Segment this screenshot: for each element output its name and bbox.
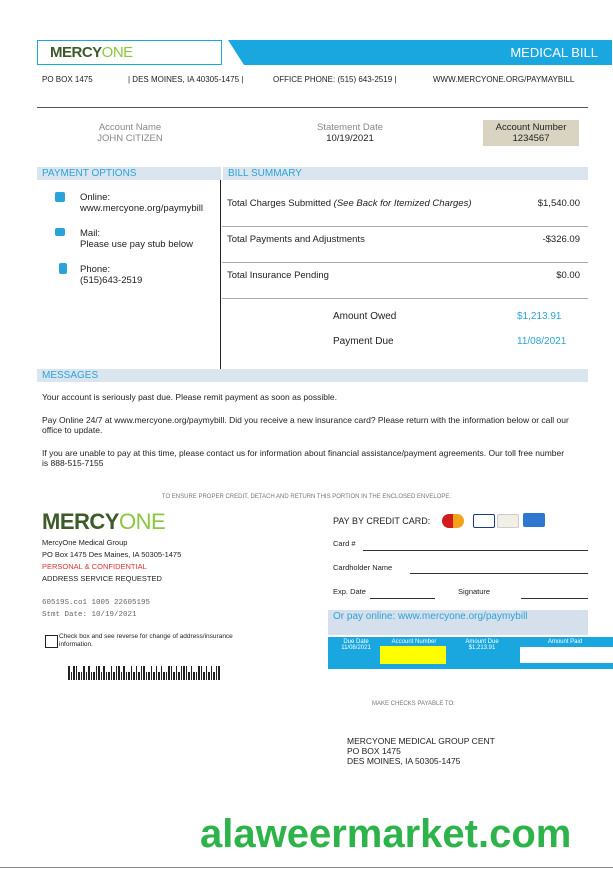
payment-options-header: PAYMENT OPTIONS: [37, 167, 221, 180]
statement-date: Statement Date 10/19/2021: [316, 122, 383, 144]
city: | DES MOINES, IA 40305-1475 |: [128, 75, 244, 84]
bill-summary-header: BILL SUMMARY: [223, 167, 588, 180]
barcode-bar: [161, 666, 163, 680]
barcode-bar: [196, 672, 198, 680]
barcode-bar: [181, 666, 183, 680]
barcode-bar: [81, 672, 83, 680]
divider: [37, 107, 588, 108]
barcode-bar: [168, 666, 170, 680]
logo-box: [37, 40, 222, 65]
barcode-bar: [106, 672, 108, 680]
barcode-bar: [176, 666, 178, 680]
due-date: Due Date 11/08/2021: [341, 639, 371, 651]
barcode-bar: [108, 672, 110, 680]
barcode-bar: [151, 666, 153, 680]
barcode-bar: [178, 672, 180, 680]
barcode-bar: [143, 666, 145, 680]
barcode-bar: [156, 666, 158, 680]
cardholder-field[interactable]: [410, 573, 588, 574]
barcode-bar: [113, 672, 115, 680]
account-number-label: Account Number: [391, 639, 437, 645]
barcode-bar: [171, 666, 173, 680]
barcode-bar: [126, 672, 128, 680]
barcode-bar: [213, 672, 215, 680]
barcode-bar: [146, 672, 148, 680]
barcode-bar: [123, 666, 125, 680]
watermark: alaweermarket.com: [200, 812, 572, 856]
barcode-bar: [118, 666, 120, 680]
amex-icon: [523, 513, 545, 527]
barcode-bar: [103, 666, 105, 680]
barcode-bar: [76, 666, 78, 680]
card-number-label: Card #: [333, 539, 356, 548]
barcode-bar: [208, 672, 210, 680]
barcode-bar: [173, 672, 175, 680]
barcode-bar: [131, 666, 133, 680]
row-divider: [222, 226, 588, 227]
document-title: MEDICAL BILL: [510, 45, 598, 60]
barcode-bar: [201, 666, 203, 680]
barcode-bar: [136, 666, 138, 680]
barcode-bar: [153, 672, 155, 680]
barcode-bar: [83, 666, 85, 680]
address-change-checkbox[interactable]: [45, 635, 58, 648]
row-divider: [222, 298, 588, 299]
amount-paid-field[interactable]: [520, 647, 613, 663]
barcode-bar: [128, 672, 130, 680]
bottom-rule: [0, 867, 613, 868]
barcode-bar: [188, 672, 190, 680]
barcode-bar: [193, 672, 195, 680]
phone-icon: [59, 263, 67, 274]
row-divider: [222, 262, 588, 263]
barcode-bar: [206, 666, 208, 680]
barcode-bar: [88, 666, 90, 680]
barcode-bar: [86, 672, 88, 680]
computer-icon: [55, 192, 65, 202]
signature-label: Signature: [458, 587, 491, 596]
message: Your account is seriously past due. Please remit payment as soon as possible.: [42, 392, 337, 402]
barcode-bar: [78, 672, 80, 680]
account-name: Account Name JOHN CITIZEN: [97, 122, 163, 144]
header: [37, 40, 612, 65]
signature-field[interactable]: [521, 598, 588, 599]
mastercard-icon: [442, 514, 464, 528]
remit-from: MercyOne Medical Group PO Box 1475 Des Maines, IA 50305-1475 PERSONAL & CONFIDENTIAL ADDRESS SERVICE REQUESTED: [42, 538, 182, 583]
amount-owed-label: Amount Owed: [333, 311, 397, 322]
account-number: Account Number 1234567: [483, 120, 579, 146]
barcode-bar: [93, 672, 95, 680]
exp-date-field[interactable]: [370, 598, 435, 599]
barcode-bar: [101, 672, 103, 680]
row-total-charges: Total Charges Submitted (See Back for Itemized Charges) $1,540.00: [227, 198, 580, 209]
row-insurance: Total Insurance Pending $0.00: [227, 270, 580, 281]
amount-owed: $1,213.91: [517, 311, 562, 322]
barcode-bar: [186, 666, 188, 680]
barcode-bar: [121, 672, 123, 680]
mercyone-logo: MERCYONE: [50, 44, 133, 61]
visa-icon: [473, 514, 495, 528]
barcode-bar: [73, 666, 75, 680]
barcode-bar: [111, 666, 113, 680]
payment-phone: Phone: (515)643-2519: [80, 264, 143, 286]
amount-due: Amount Due $1,213.91: [465, 639, 499, 651]
barcode: [68, 666, 243, 680]
row-payments: Total Payments and Adjustments -$326.09: [227, 234, 580, 245]
account-code: 60519S.co1 1005 22605195 Stmt Date: 10/19/2021: [42, 599, 151, 619]
card-number-field[interactable]: [363, 550, 588, 551]
checkbox-label: Check box and see reverse for change of address/insurance information.: [59, 633, 233, 648]
barcode-bar: [71, 672, 73, 680]
barcode-bar: [216, 666, 218, 680]
column-divider: [220, 180, 221, 369]
payment-mail: Mail: Please use pay stub below: [80, 228, 194, 250]
barcode-bar: [138, 672, 140, 680]
barcode-bar: [211, 666, 213, 680]
mercyone-logo: MERCYONE: [42, 509, 166, 534]
payment-due: 11/08/2021: [517, 336, 567, 347]
message: If you are unable to pay at this time, please contact us for information about financial assistance/payment agreements. Our toll free number is 888-515-7155: [42, 448, 565, 468]
payment-due-label: Payment Due: [333, 336, 394, 347]
po-box: PO BOX 1475: [42, 75, 93, 84]
barcode-bar: [198, 666, 200, 680]
amount-paid-label: Amount Paid: [547, 639, 583, 645]
office-phone: OFFICE PHONE: (515) 643-2519 |: [273, 75, 397, 84]
website: WWW.MERCYONE.ORG/PAYMAYBILL: [433, 75, 575, 84]
barcode-bar: [191, 666, 193, 680]
barcode-bar: [133, 672, 135, 680]
barcode-bar: [148, 672, 150, 680]
remittance-table: [328, 637, 613, 669]
pay-by-card-label: PAY BY CREDIT CARD:: [333, 516, 431, 526]
barcode-bar: [98, 666, 100, 680]
exp-date-label: Exp. Date: [333, 587, 366, 596]
barcode-bar: [116, 666, 118, 680]
barcode-bar: [166, 672, 168, 680]
pay-online-link[interactable]: Or pay online: www.mercyone.org/paymybill: [328, 610, 588, 635]
messages-header: MESSAGES: [37, 369, 588, 382]
account-number-field[interactable]: [380, 646, 446, 664]
discover-icon: [497, 514, 519, 528]
payment-online: Online: www.mercyone.org/paymybill: [80, 192, 204, 214]
barcode-bar: [68, 666, 70, 680]
barcode-bar: [183, 666, 185, 680]
barcode-bar: [96, 666, 98, 680]
cardholder-label: Cardholder Name: [333, 563, 393, 572]
barcode-bar: [218, 666, 220, 680]
payable-label: MAKE CHECKS PAYABLE TO:: [372, 701, 455, 707]
barcode-bar: [203, 672, 205, 680]
barcode-bar: [141, 666, 143, 680]
barcode-bar: [158, 672, 160, 680]
message: Pay Online 24/7 at www.mercyone.org/paymybill. Did you receive a new insurance card? Please return with the information below or call our office to update.: [42, 415, 569, 435]
mail-icon: [55, 228, 65, 236]
barcode-bar: [163, 672, 165, 680]
detach-notice: TO ENSURE PROPER CREDIT, DETACH AND RETURN THIS PORTION IN THE ENCLOSED ENVELOPE.: [161, 494, 452, 500]
payee-address: MERCYONE MEDICAL GROUP CENT PO BOX 1475 DES MOINES, IA 50305-1475: [347, 736, 495, 766]
barcode-bar: [91, 672, 93, 680]
